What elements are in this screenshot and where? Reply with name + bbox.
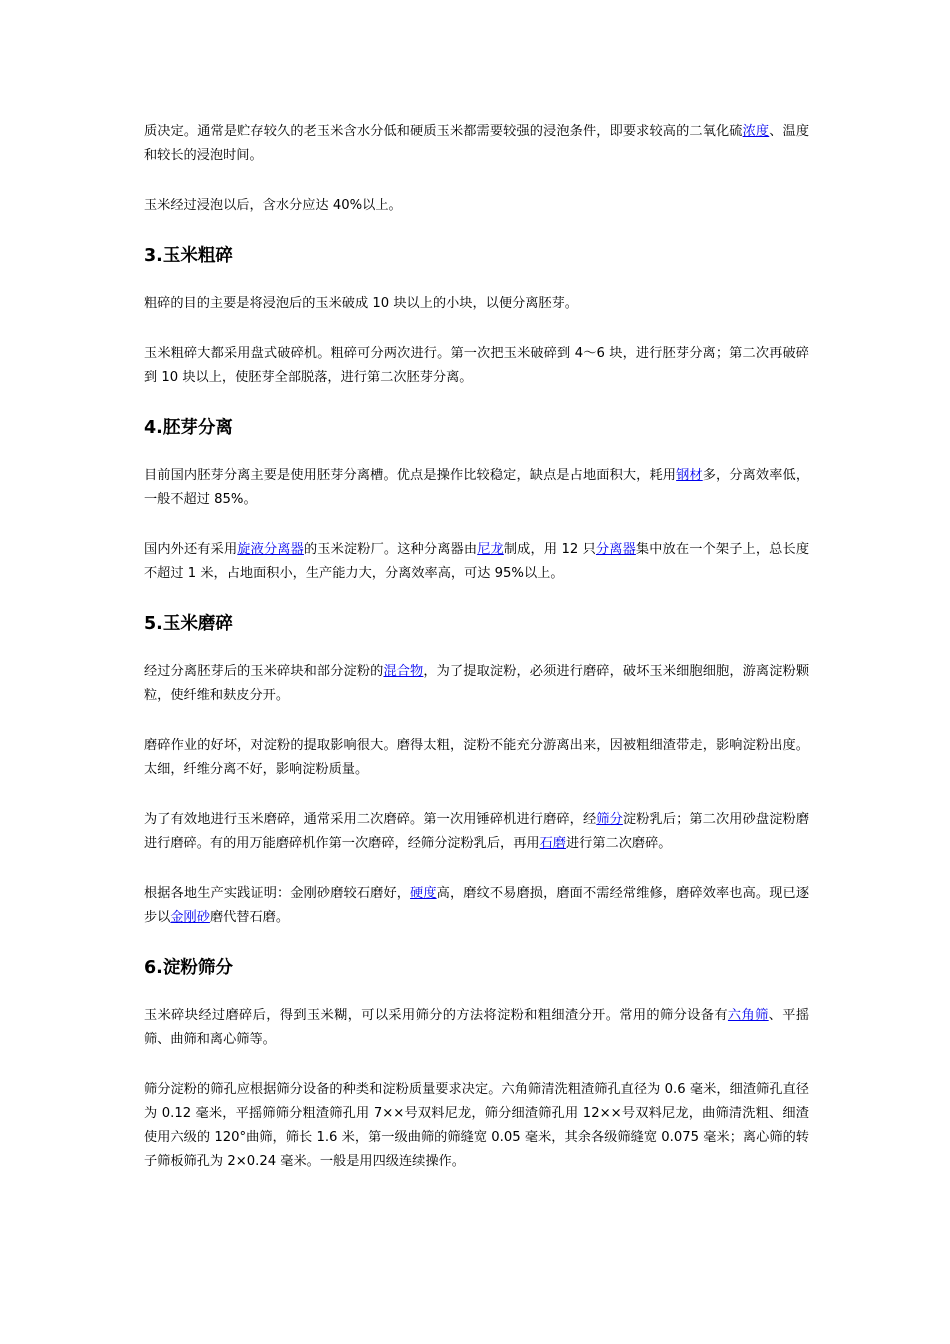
text-run: 磨代替石磨。	[209, 910, 290, 925]
text-run: 制成，用 12 只	[503, 542, 596, 557]
inline-link[interactable]: 尼龙	[477, 542, 504, 557]
block-spacer	[144, 586, 809, 612]
text-run: 粗碎的目的主要是将浸泡后的玉米破成 10 块以上的小块，以便分离胚芽。	[144, 296, 578, 311]
text-run: 进行第二次磨碎。	[566, 836, 672, 851]
inline-link[interactable]: 钢材	[676, 468, 703, 483]
block-spacer	[144, 856, 809, 882]
text-run: 、平摇筛、曲筛和离心筛等。	[144, 1008, 810, 1047]
text-run: 玉米经过浸泡以后，含水分应达 40%以上。	[144, 198, 402, 213]
text-run: 经过分离胚芽后的玉米碎块和部分淀粉的	[144, 664, 384, 679]
text-run: 玉米粗碎大都采用盘式破碎机。粗碎可分两次进行。第一次把玉米破碎到 4～6 块，进行胚芽分离；第二次再破碎到 10 块以上，使胚芽全部脱落，进行第二次胚芽分离。	[144, 346, 809, 385]
paragraph	[144, 660, 809, 708]
text-run: 根据各地生产实践证明：金刚砂磨较石磨好，	[144, 886, 411, 901]
block-spacer	[144, 782, 809, 808]
text-run: 的玉米淀粉厂。这种分离器由	[303, 542, 478, 557]
paragraph	[144, 120, 809, 168]
inline-link[interactable]: 硬度	[410, 886, 437, 901]
text-run: 磨碎作业的好坏，对淀粉的提取影响很大。磨得太粗，淀粉不能充分游离出来，因被粗细渣带走，影响淀粉出度。太细，纤维分离不好，影响淀粉质量。	[144, 738, 809, 777]
text-run: 玉米碎块经过磨碎后，得到玉米糊，可以采用筛分的方法将淀粉和粗细渣分开。常用的筛分设备有	[144, 1008, 728, 1023]
paragraph	[144, 1078, 809, 1174]
inline-link[interactable]: 石磨	[539, 836, 566, 851]
paragraph	[144, 194, 809, 218]
text-run: 、温度和较长的浸泡时间。	[144, 124, 810, 163]
section-heading: 3.玉米粗碎	[144, 246, 233, 266]
block-spacer	[144, 708, 809, 734]
paragraph	[144, 734, 809, 782]
text-run: 多，分离效率低，一般不超过 85%。	[144, 468, 810, 507]
section-heading: 6.淀粉筛分	[144, 958, 233, 978]
inline-link[interactable]: 筛分	[596, 812, 623, 827]
paragraph	[144, 1004, 809, 1052]
block-spacer	[144, 1052, 809, 1078]
paragraph	[144, 808, 809, 856]
block-spacer	[144, 930, 809, 956]
paragraph	[144, 342, 809, 390]
text-run: 集中放在一个架子上，总长度不超过 1 米，占地面积小，生产能力大，分离效率高，可达 95%以上。	[144, 542, 810, 581]
inline-link[interactable]: 分离器	[595, 542, 636, 557]
block-spacer	[144, 390, 809, 416]
block-spacer	[144, 218, 809, 244]
block-spacer	[144, 440, 809, 464]
block-spacer	[144, 636, 809, 660]
text-run: 国内外还有采用	[144, 542, 238, 557]
text-run: ，为了提取淀粉，必须进行磨碎，破坏玉米细胞细胞，游离淀粉颗粒，使纤维和麸皮分开。	[144, 664, 810, 703]
section-heading: 5.玉米磨碎	[144, 614, 233, 634]
block-spacer	[144, 268, 809, 292]
text-run: 高，磨纹不易磨损，磨面不需经常维修，磨碎效率也高。现已逐步以	[144, 886, 810, 925]
block-spacer	[144, 316, 809, 342]
inline-link[interactable]: 六角筛	[727, 1008, 769, 1023]
block-spacer	[144, 168, 809, 194]
text-run: 淀粉乳后；第二次用砂盘淀粉磨进行磨碎。有的用万能磨碎机作第一次磨碎，经筛分淀粉乳后，再用	[144, 812, 810, 851]
text-run: 筛分淀粉的筛孔应根据筛分设备的种类和淀粉质量要求决定。六角筛清洗粗渣筛孔直径为 0.6 毫米，细渣筛孔直径为 0.12 毫米，平摇筛筛分粗渣筛孔用 7××号双料尼龙，筛分细渣筛孔用 12××号双料尼龙，曲筛清洗粗、细渣使用六级的 120°曲筛，筛长 1.6 米，第一级曲筛的筛缝宽 0.05 毫米，其余各级筛缝宽 0.075 毫米；离心筛的转子筛板筛孔为 2×0.24 毫米。一般是用四级连续操作。	[144, 1082, 809, 1169]
text-run: 质决定。通常是贮存较久的老玉米含水分低和硬质玉米都需要较强的浸泡条件，即要求较高的二氧化硫	[144, 124, 743, 139]
block-spacer	[144, 980, 809, 1004]
text-run: 目前国内胚芽分离主要是使用胚芽分离槽。优点是操作比较稳定，缺点是占地面积大，耗用	[144, 468, 677, 483]
inline-link[interactable]: 混合物	[383, 664, 424, 679]
paragraph	[144, 882, 809, 930]
paragraph	[144, 464, 809, 512]
document-page	[144, 120, 809, 1174]
paragraph	[144, 538, 809, 586]
inline-link[interactable]: 浓度	[742, 124, 770, 139]
inline-link[interactable]: 金刚砂	[170, 910, 210, 925]
paragraph	[144, 292, 809, 316]
text-run: 为了有效地进行玉米磨碎，通常采用二次磨碎。第一次用锤碎机进行磨碎，经	[144, 812, 597, 827]
inline-link[interactable]: 旋液分离器	[237, 542, 304, 557]
block-spacer	[144, 512, 809, 538]
section-heading: 4.胚芽分离	[144, 418, 233, 438]
